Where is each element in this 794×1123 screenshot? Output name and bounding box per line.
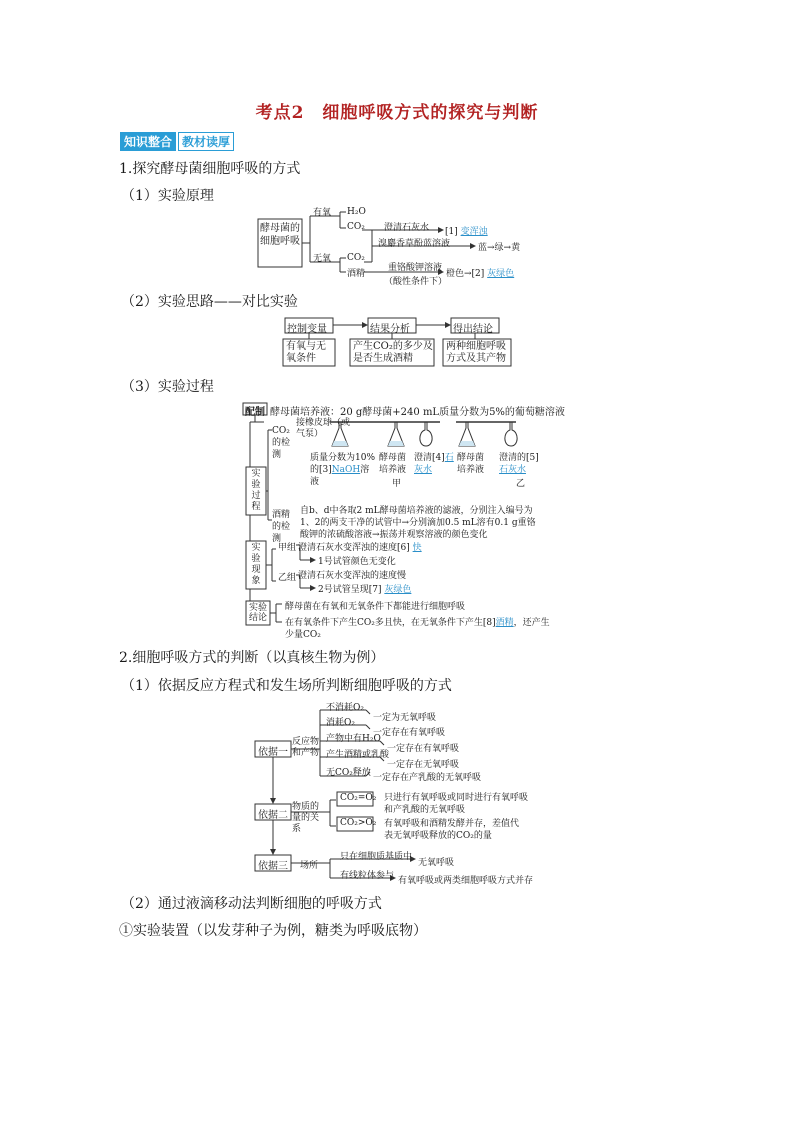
subheading-droplet: （2）通过液滴移动法判断细胞的呼吸方式 — [121, 896, 382, 912]
co2-aerobic: CO₂ — [347, 222, 365, 232]
group-yi: 乙 — [516, 479, 526, 489]
idea-result-analysis: 结果分析 — [370, 324, 410, 335]
group-jia: 甲 — [392, 479, 402, 489]
r2b-result-2: 表无氧呼吸释放的CO₂的量 — [384, 831, 492, 841]
answer-7: 灰绿色 — [384, 585, 412, 595]
conclusion-3: 少量CO₂ — [285, 630, 321, 640]
subheading-apparatus: ①实验装置（以发芽种子为例，糖类为呼吸底物） — [119, 923, 427, 939]
idea-c1: 有氧与无氧条件 — [286, 341, 326, 364]
phenomenon-label: 实验现象 — [251, 543, 261, 586]
answer-8: 酒精 — [495, 618, 514, 628]
alcohol-label: 酒精 — [347, 269, 366, 279]
page-title: 考点2 细胞呼吸方式的探究与判断 — [255, 103, 539, 123]
conclusion-2: 在有氧条件下产生CO₂多且快，在无氧条件下产生[8]酒精，还产生 — [285, 618, 550, 628]
r2b-result-1: 有氧呼吸和酒精发酵并存，差值代 — [384, 819, 520, 829]
answer-3: NaOH — [331, 465, 361, 475]
r2b-condition: CO₂>O₂ — [340, 818, 377, 828]
r1a-condition: 不消耗O₂ — [326, 703, 364, 713]
prep-label: 配制 — [245, 407, 265, 418]
basis-2: 依据二 — [258, 810, 288, 821]
r3b-condition: 有线粒体参与 — [340, 871, 395, 881]
answer-1: 变浑浊 — [460, 227, 488, 237]
conclusion-1: 酵母菌在有氧和无氧条件下都能进行细胞呼吸 — [285, 602, 466, 612]
answer-2: 灰绿色 — [487, 269, 515, 279]
yeast-b-label: 酵母菌培养液 — [457, 453, 485, 475]
r1e-condition: 无CO₂释放 — [326, 768, 371, 778]
h2o-label: H₂O — [347, 207, 366, 217]
r2a-result-1: 只进行有氧呼吸或同时进行有氧呼吸 — [384, 793, 529, 803]
co2-test-label: CO₂的检测 — [272, 426, 291, 460]
r2a-condition: CO₂=O₂ — [340, 793, 377, 803]
tag-knowledge: 知识整合 — [120, 132, 176, 151]
location-label: 场所 — [300, 861, 319, 871]
alcohol-text-2: 1、2的两支干净的试管中→分别滴加0.5 mL溶有0.1 g重铬 — [300, 518, 536, 528]
idea-control-variable: 控制变量 — [287, 324, 327, 335]
r3a-result: 无氧呼吸 — [418, 858, 455, 868]
jia-group-label: 甲组 — [278, 543, 297, 553]
yeast-a-label: 酵母菌培养液 — [379, 453, 407, 475]
lime5-label: 澄清的[5]石灰水 — [499, 453, 539, 475]
dichromate-result: 橙色→[2] 灰绿色 — [446, 269, 515, 279]
r1e-result: 一定存在产乳酸的无氧呼吸 — [373, 773, 482, 783]
answer-5: 石灰水 — [499, 465, 527, 475]
section1-heading: 1.探究酵母菌细胞呼吸的方式 — [119, 161, 301, 177]
tag-textbook: 教材读厚 — [178, 132, 234, 151]
basis-3: 依据三 — [258, 861, 288, 872]
lime4-label: 澄清[4]石灰水 — [414, 453, 454, 475]
blank-1: [1] 变浑浊 — [445, 227, 488, 237]
acidic-label: （酸性条件下） — [384, 277, 448, 287]
r3b-result: 有氧呼吸或两类细胞呼吸方式并存 — [398, 876, 534, 886]
section2-heading: 2.细胞呼吸方式的判断（以真核生物为例） — [119, 650, 385, 666]
r1d-condition: 产生酒精或乳酸 — [326, 750, 390, 760]
jia-result-1: 澄清石灰水变浑浊的速度[6] 快 — [298, 543, 422, 553]
r1b-condition: 消耗O₂ — [326, 718, 355, 728]
yi-result-2: 2号试管呈现[7] 灰绿色 — [318, 585, 412, 595]
co2-anaerobic: CO₂ — [347, 253, 365, 263]
r1b-result: 一定存在有氧呼吸 — [373, 728, 446, 738]
r1c-result: 一定存在有氧呼吸 — [387, 744, 460, 754]
alcohol-test-label: 酒精的检测 — [272, 510, 291, 544]
r1d-result: 一定存在无氧呼吸 — [387, 760, 460, 770]
btb-result: 蓝→绿→黄 — [478, 243, 521, 253]
conclusion-label: 实验结论 — [248, 603, 267, 623]
limewater-label: 澄清石灰水 — [384, 223, 430, 233]
btb-label: 溴麝香草酚蓝溶液 — [378, 239, 451, 249]
aerobic-label: 有氧 — [313, 208, 332, 218]
anaerobic-label: 无氧 — [313, 254, 332, 264]
idea-c2: 产生CO₂的多少及是否生成酒精 — [353, 341, 433, 364]
yi-group-label: 乙组 — [278, 573, 297, 583]
pump-label: 接橡皮球（或气泵） — [296, 418, 351, 439]
yeast-respiration-box: 酵母菌的细胞呼吸 — [260, 223, 300, 247]
subheading-equation: （1）依据反应方程式和发生场所判断细胞呼吸的方式 — [121, 678, 452, 694]
r1a-result: 一定为无氧呼吸 — [373, 713, 437, 723]
r2a-result-2: 和产乳酸的无氧呼吸 — [384, 805, 466, 815]
jia-result-2: 1号试管颜色无变化 — [318, 557, 396, 567]
yi-result-1: 澄清石灰水变浑浊的速度慢 — [298, 571, 407, 581]
answer-6: 快 — [412, 543, 422, 553]
r3a-condition: 只在细胞质基质中 — [340, 852, 413, 862]
prep-text: 酵母菌培养液：20 g酵母菌+240 mL质量分数为5%的葡萄糖溶液 — [270, 407, 565, 418]
idea-c3: 两种细胞呼吸方式及其产物 — [446, 341, 506, 364]
r1c-condition: 产物中有H₂O — [326, 734, 381, 744]
reactants-products-label: 反应物和产物 — [292, 737, 320, 758]
exp-process-label: 实验过程 — [251, 469, 261, 512]
subheading-process: （3）实验过程 — [121, 379, 214, 395]
subheading-idea: （2）实验思路——对比实验 — [121, 294, 298, 310]
idea-conclusion: 得出结论 — [453, 324, 493, 335]
naoh-label: 质量分数为10%的[3]NaOH溶液 — [310, 453, 376, 487]
answer-4: 石灰水 — [414, 453, 454, 475]
basis-1: 依据一 — [258, 747, 288, 758]
subheading-principle: （1）实验原理 — [121, 188, 214, 204]
alcohol-text-1: 自b、d中各取2 mL酵母菌培养液的滤液，分别注入编号为 — [300, 506, 533, 516]
amount-relation-label: 物质的量的关系 — [292, 802, 320, 834]
alcohol-text-3: 酸钾的浓硫酸溶液→振荡并观察溶液的颜色变化 — [300, 530, 488, 540]
dichromate-label: 重铬酸钾溶液 — [388, 263, 443, 273]
